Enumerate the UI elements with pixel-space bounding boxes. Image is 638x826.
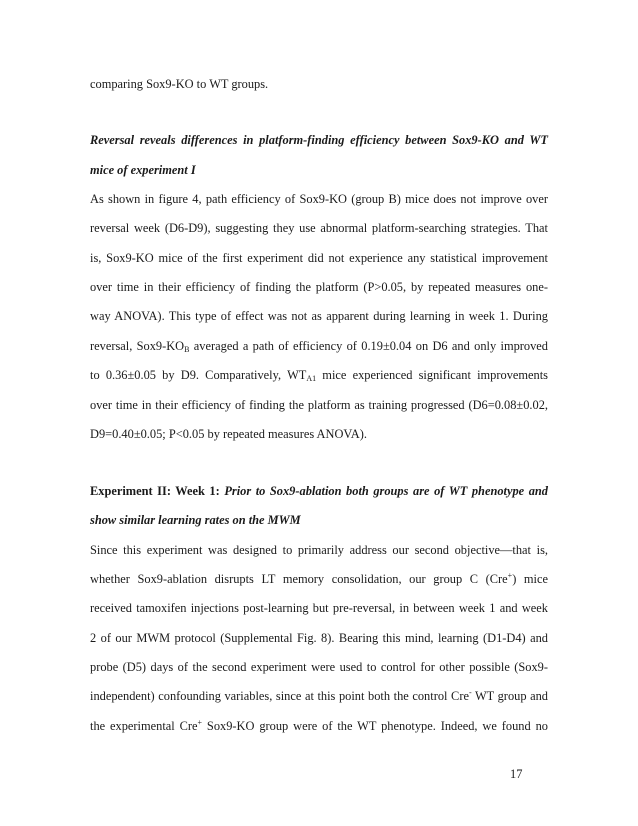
paragraph-line: independent) confounding variables, since at this point both the control Cre- WT group and	[90, 688, 549, 703]
paragraph-line: whether Sox9-ablation disrupts LT memory consolidation, our group C (Cre+) mice	[90, 571, 548, 586]
paragraph-line: 2 of our MWM protocol (Supplemental Fig. 8). Bearing this mind, learning (D1-D4) and	[90, 631, 548, 645]
paragraph-line: reversal week (D6-D9), suggesting they use abnormal platform-searching strategies. That	[90, 221, 548, 235]
paragraph-line: Since this experiment was designed to primarily address our second objective—that is,	[90, 543, 548, 557]
paragraph-line: to 0.36±0.05 by D9. Comparatively, $WT_{A1}$ mice experienced significant improvements	[90, 368, 548, 383]
paragraph-line: probe (D5) days of the second experiment were used to control for other possible (Sox9-	[90, 660, 548, 674]
paragraph-line: received tamoxifen injections post-learning but pre-reversal, in between week 1 and week	[90, 601, 548, 615]
paragraph-line: the experimental Cre+ Sox9-KO group were of the WT phenotype. Indeed, we found no	[90, 718, 548, 733]
paragraph-line: is, Sox9-KO mice of the first experiment did not experience any statistical improvement	[90, 251, 548, 265]
section-heading-2: Experiment II: Week 1: Prior to Sox9-ablation both groups are of WT phenotype and	[90, 484, 548, 498]
page-number: 17	[510, 767, 523, 781]
section-heading-1-cont: mice of experiment I	[90, 163, 196, 177]
paragraph-line: over time in their efficiency of finding the platform (P>0.05, by repeated measures one-	[90, 280, 548, 294]
paragraph-line: D9=0.40±0.05; P<0.05 by repeated measures ANOVA).	[90, 427, 367, 441]
text-line: comparing Sox9-KO to WT groups.	[90, 77, 269, 91]
paragraph-line: way ANOVA). This type of effect was not as apparent during learning in week 1. During	[90, 309, 548, 323]
paragraph-line: As shown in figure 4, path efficiency of Sox9-KO (group B) mice does not improve over	[90, 192, 548, 206]
paragraph-line: over time in their efficiency of finding the platform as training progressed (D6=0.08±0.02,	[90, 398, 548, 412]
paragraph-line: reversal, $Sox9-KO_B$ averaged a path of efficiency of 0.19±0.04 on D6 and only improved	[90, 339, 548, 354]
section-heading-1: Reversal reveals differences in platform-finding efficiency between Sox9-KO and WT	[90, 133, 548, 147]
section-heading-2-cont: show similar learning rates on the MWM	[90, 513, 301, 527]
